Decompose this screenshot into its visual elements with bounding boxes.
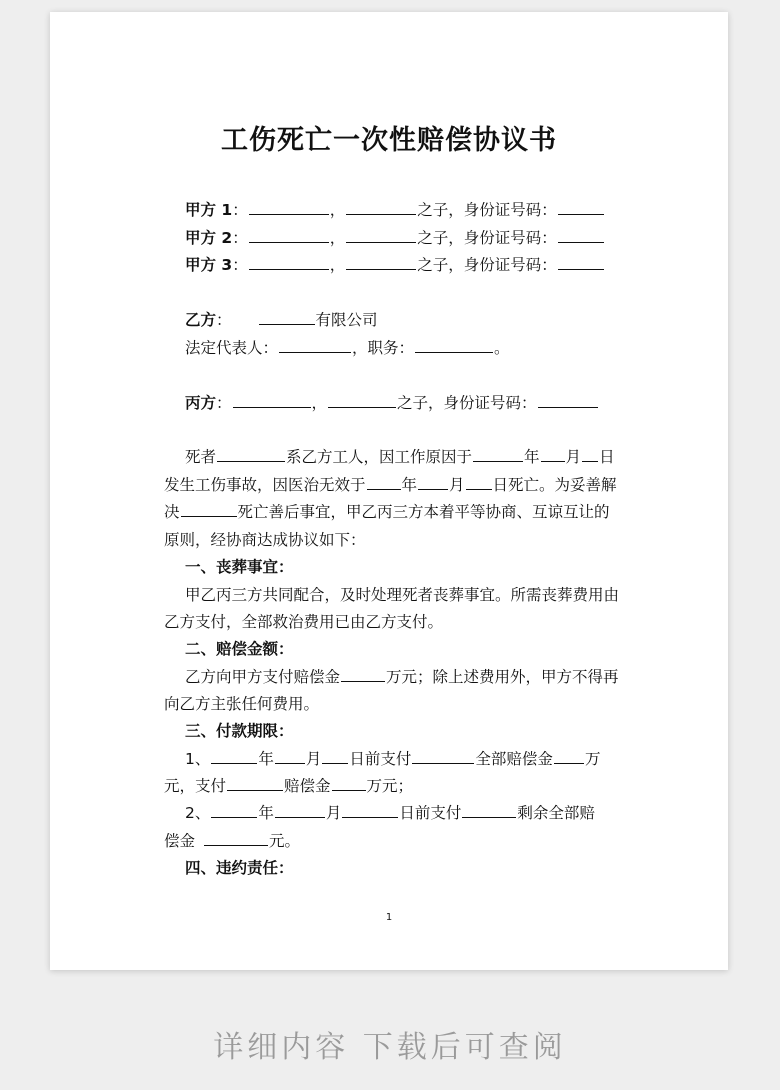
party-b-rep-line: 法定代表人： ，职务： 。	[185, 339, 510, 357]
blank-field	[558, 255, 604, 270]
document-title: 工伤死亡一次性赔偿协议书	[221, 125, 557, 156]
blank-field	[582, 447, 598, 462]
blank-field	[466, 475, 492, 490]
blank-field	[538, 393, 598, 408]
blank-field	[275, 803, 325, 818]
intro-line-4: 原则，经协商达成协议如下：	[164, 531, 366, 549]
blank-field	[332, 776, 366, 791]
blank-field	[322, 749, 348, 764]
blank-field	[204, 831, 268, 846]
section1-heading: 一、丧葬事宜：	[185, 558, 294, 576]
blank-field	[211, 803, 257, 818]
party-a-line-2: 甲方 2： ， 之子，身份证号码：	[185, 228, 605, 248]
section2-heading: 二、赔偿金额：	[185, 640, 294, 658]
blank-field	[558, 200, 604, 215]
blank-field	[211, 749, 257, 764]
blank-field	[418, 475, 448, 490]
party-c-line: 丙方： ， 之子，身份证号码：	[185, 393, 599, 413]
footer-download-hint: 详细内容 下载后可查阅	[213, 1030, 567, 1065]
blank-field	[346, 200, 416, 215]
blank-field	[279, 338, 351, 353]
blank-field	[412, 749, 474, 764]
blank-field	[249, 228, 329, 243]
blank-field	[346, 228, 416, 243]
section3-item1-line-2: 元，支付 赔偿金 万元；	[164, 777, 414, 795]
page-number: 1	[385, 912, 393, 923]
section2-line-1: 乙方向甲方支付赔偿金 万元；除上述费用外，甲方不得再	[185, 668, 619, 686]
blank-field	[249, 200, 329, 215]
blank-field	[346, 255, 416, 270]
blank-field	[249, 255, 329, 270]
blank-field	[227, 776, 283, 791]
blank-field	[328, 393, 396, 408]
section1-line-2: 乙方支付，全部救治费用已由乙方支付。	[164, 613, 444, 631]
blank-field	[181, 502, 237, 517]
blank-field	[342, 803, 398, 818]
party-a-line-3: 甲方 3： ， 之子，身份证号码：	[185, 255, 605, 275]
blank-field	[462, 803, 516, 818]
section4-heading: 四、违约责任：	[185, 859, 294, 877]
blank-field	[558, 228, 604, 243]
blank-field	[217, 447, 285, 462]
intro-line-2: 发生工伤事故，因医治无效于 年 月 日死亡。为妥善解	[164, 476, 617, 494]
intro-line-3: 决 死亡善后事宜，甲乙丙三方本着平等协商、互谅互让的	[164, 503, 610, 521]
intro-line-1: 死者 系乙方工人，因工作原因于 年 月 日	[185, 448, 615, 466]
section1-line-1: 甲乙丙三方共同配合，及时处理死者丧葬事宜。所需丧葬费用由	[185, 586, 620, 604]
section3-heading: 三、付款期限：	[185, 722, 294, 740]
blank-field	[341, 667, 385, 682]
document-page	[50, 12, 728, 970]
blank-field	[554, 749, 584, 764]
section3-item2-line-1: 2、 年 月 日前支付 剩余全部赔	[185, 804, 595, 822]
section2-line-2: 向乙方主张任何费用。	[164, 695, 320, 713]
section3-item1-line-1: 1、 年 月 日前支付 全部赔偿金 万	[185, 750, 601, 768]
blank-field	[541, 447, 565, 462]
blank-field	[259, 310, 315, 325]
blank-field	[473, 447, 523, 462]
party-a-line-1: 甲方 1： ， 之子，身份证号码：	[185, 200, 605, 220]
section3-item2-line-2: 偿金 元。	[164, 832, 301, 850]
blank-field	[415, 338, 493, 353]
blank-field	[275, 749, 305, 764]
party-b-line: 乙方： 有限公司	[185, 311, 378, 329]
blank-field	[367, 475, 401, 490]
blank-field	[233, 393, 311, 408]
